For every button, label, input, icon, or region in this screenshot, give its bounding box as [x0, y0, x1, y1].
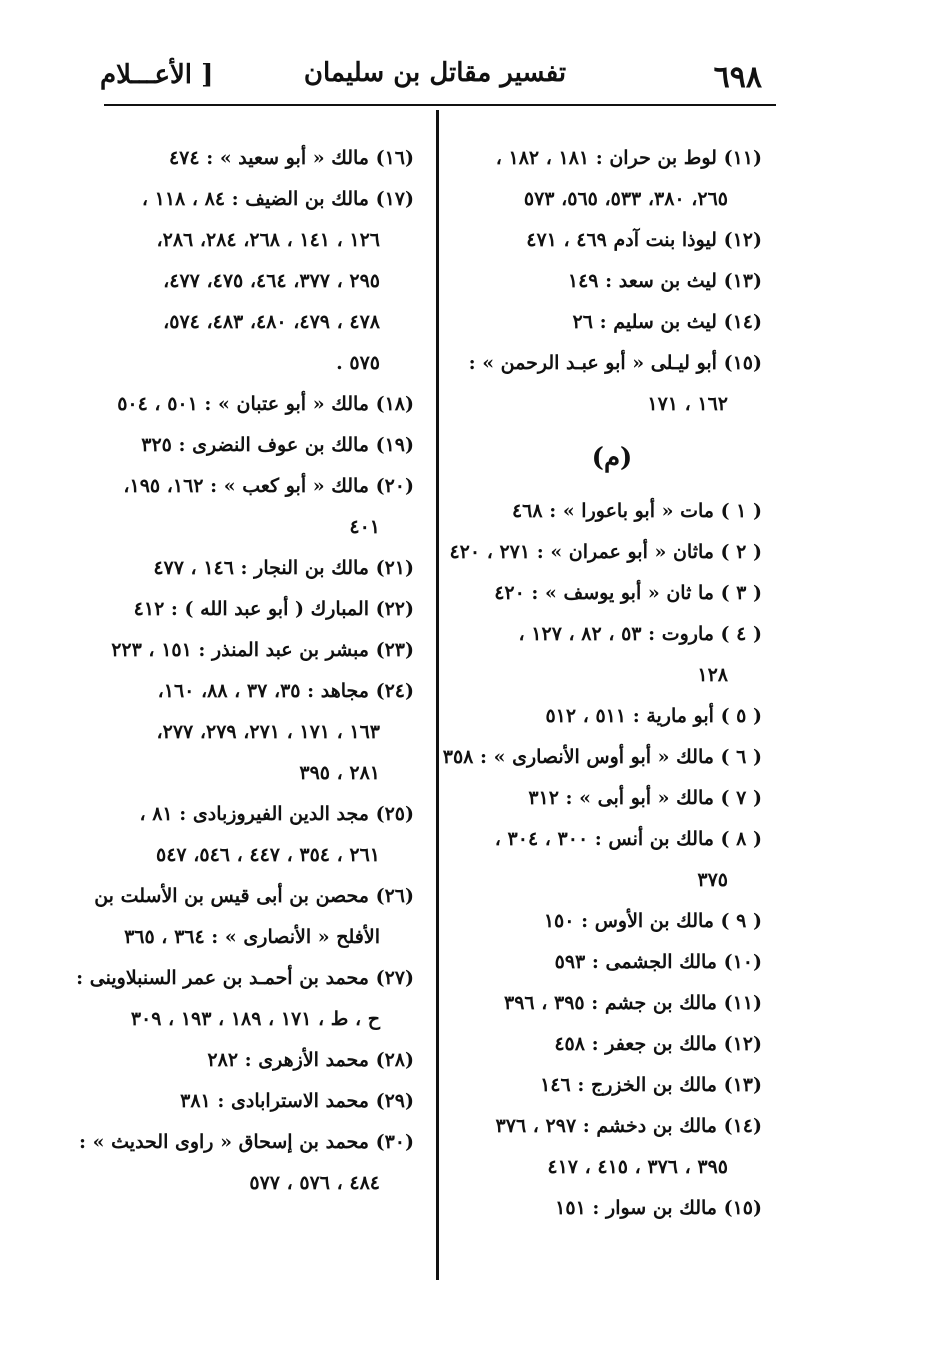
index-entry-continuation: ١٢٦ ، ١٤١ ، ٢٦٨، ٢٨٤، ٢٨٦، [156, 229, 380, 251]
page-header [100, 58, 770, 102]
index-entry: (١٠) مالك الجشمى : ٥٩٣ [554, 951, 762, 973]
header-rule [104, 104, 776, 106]
index-entry: ( ٩ ) مالك بن الأوس : ١٥٠ [543, 910, 762, 932]
index-entry: ( ٥ ) أبو مارية : ٥١١ ، ٥١٢ [545, 705, 762, 727]
index-entry: (١١) مالك بن جشم : ٣٩٥ ، ٣٩٦ [504, 992, 762, 1014]
index-entry: (١٤) ليث بن سليم : ٢٦ [572, 311, 762, 333]
letter-heading: (م) [591, 443, 633, 473]
index-entry: (١٩) مالك بن عوف النضرى : ٣٢٥ [141, 434, 414, 456]
index-entry: (٢١) مالك بن النجار : ١٤٦ ، ٤٧٧ [153, 557, 414, 579]
index-entry-continuation: ١٢٨ [697, 664, 728, 686]
column-divider [436, 110, 439, 1280]
index-entry-continuation: ٤٧٨ ، ٤٧٩، ٤٨٠، ٤٨٣، ٥٧٤، [163, 311, 380, 333]
index-entry: (٢٥) مجد الدين الفيروزبادى : ٨١ ، [139, 803, 414, 825]
index-entry-continuation: ٣٩٥ ، ٣٧٦ ، ٤١٥ ، ٤١٧ [547, 1156, 728, 1178]
right-column [442, 138, 762, 1229]
index-entry: (٢٢) المبارك ( أبو عبد الله ) : ٤١٢ [133, 598, 414, 620]
index-entry: (٢٨) محمد الأزهرى : ٢٨٢ [207, 1049, 414, 1071]
index-entry: ( ٣ ) ما ثان « أبو يوسف » : ٤٢٠ [494, 582, 762, 604]
index-entry-continuation: الأفلح « الأنصارى » : ٣٦٤ ، ٣٦٥ [124, 926, 380, 948]
index-entry: (١٢) مالك بن جعفر : ٤٥٨ [554, 1033, 762, 1055]
index-entry: (٢٩) محمد الاسترابادى : ٣٨١ [180, 1090, 414, 1112]
page-number: ٦٩٨ [713, 60, 762, 95]
index-entry: ( ٦ ) مالك « أبو أوس الأنصارى » : ٣٥٨ [442, 746, 762, 768]
section-title: [ الأعـــلام [100, 60, 214, 90]
index-entry: (٢٧) محمد بن أحمـد بن عمر السنبلاوينى : [76, 967, 414, 989]
index-entry-continuation: ٢٦٥، ٣٨٠، ٥٣٣، ٥٦٥، ٥٧٣ [523, 188, 728, 210]
index-entry-continuation: ١٦٣ ، ١٧١ ، ٢٧١، ٢٧٩، ٢٧٧، [156, 721, 380, 743]
index-entry-continuation: ح ، ط ، ١٧١ ، ١٨٩ ، ١٩٣ ، ٣٠٩ [130, 1008, 380, 1030]
index-entry: (٣٠) محمد بن إسحاق « راوى الحديث » : [79, 1131, 414, 1153]
index-entry: ( ٨ ) مالك بن أنس : ٣٠٠ ، ٣٠٤ ، [494, 828, 762, 850]
index-entry: ( ٧ ) مالك « أبو أبى » : ٣١٢ [528, 787, 762, 809]
index-entry: (١٨) مالك « أبو عتبان » : ٥٠١ ، ٥٠٤ [117, 393, 414, 415]
index-entry: (١٧) مالك بن الضيف : ٨٤ ، ١١٨ ، [141, 188, 414, 210]
index-entry: (١٢) ليوذا بنت آدم ٤٦٩ ، ٤٧١ [526, 229, 762, 251]
index-entry-continuation: ١٦٢ ، ١٧١ [647, 393, 728, 415]
index-entry: (١٤) مالك بن دخشم : ٢٩٧ ، ٣٧٦ [495, 1115, 762, 1137]
index-entry: (٢٣) مبشر بن عبد المنذر : ١٥١ ، ٢٢٣ [111, 639, 414, 661]
index-entry-continuation: ٣٧٥ [697, 869, 728, 891]
index-entry-continuation: ٢٨١ ، ٣٩٥ [299, 762, 380, 784]
index-entry: (٢٦) محصن بن أبى قيس بن الأسلت بن [94, 885, 414, 907]
index-entry: (٢٤) مجاهد : ٣٥، ٣٧ ، ٨٨، ١٦٠، [157, 680, 414, 702]
index-entry: ( ٤ ) ماروت : ٥٣ ، ٨٢ ، ١٢٧ ، [518, 623, 762, 645]
index-entry: (١٣) مالك بن الخزرج : ١٤٦ [540, 1074, 762, 1096]
index-entry-continuation: ٢٦١ ، ٣٥٤ ، ٤٤٧ ، ٥٤٦، ٥٤٧ [156, 844, 380, 866]
index-entry-continuation: ٢٩٥ ، ٣٧٧، ٤٦٤، ٤٧٥، ٤٧٧، [163, 270, 380, 292]
index-entry: ( ١ ) مات « أبو باعورا » : ٤٦٨ [511, 500, 762, 522]
index-entry-continuation: ٤٠١ [349, 516, 380, 538]
running-title: تفسير مقاتل بن سليمان [303, 58, 567, 88]
index-entry-continuation: ٥٧٥ . [336, 352, 380, 374]
index-entry: (١٦) مالك « أبو سعيد » : ٤٧٤ [168, 147, 414, 169]
index-entry: (١٥) أبو ليـلى « أبو عبـد الرحمن » : [468, 352, 762, 374]
index-entry: (١١) لوط بن حران : ١٨١ ، ١٨٢ ، [495, 147, 762, 169]
index-entry: (٢٠) مالك « أبو كعب » : ١٦٢، ١٩٥، [123, 475, 414, 497]
left-column [76, 138, 414, 1204]
index-entry: ( ٢ ) ماثان « أبو عمران » : ٢٧١ ، ٤٢٠ [449, 541, 762, 563]
index-entry: (١٣) ليث بن سعد : ١٤٩ [567, 270, 762, 292]
index-entry: (١٥) مالك بن سوار : ١٥١ [555, 1197, 762, 1219]
index-entry-continuation: ٤٨٤ ، ٥٧٦ ، ٥٧٧ [249, 1172, 380, 1194]
